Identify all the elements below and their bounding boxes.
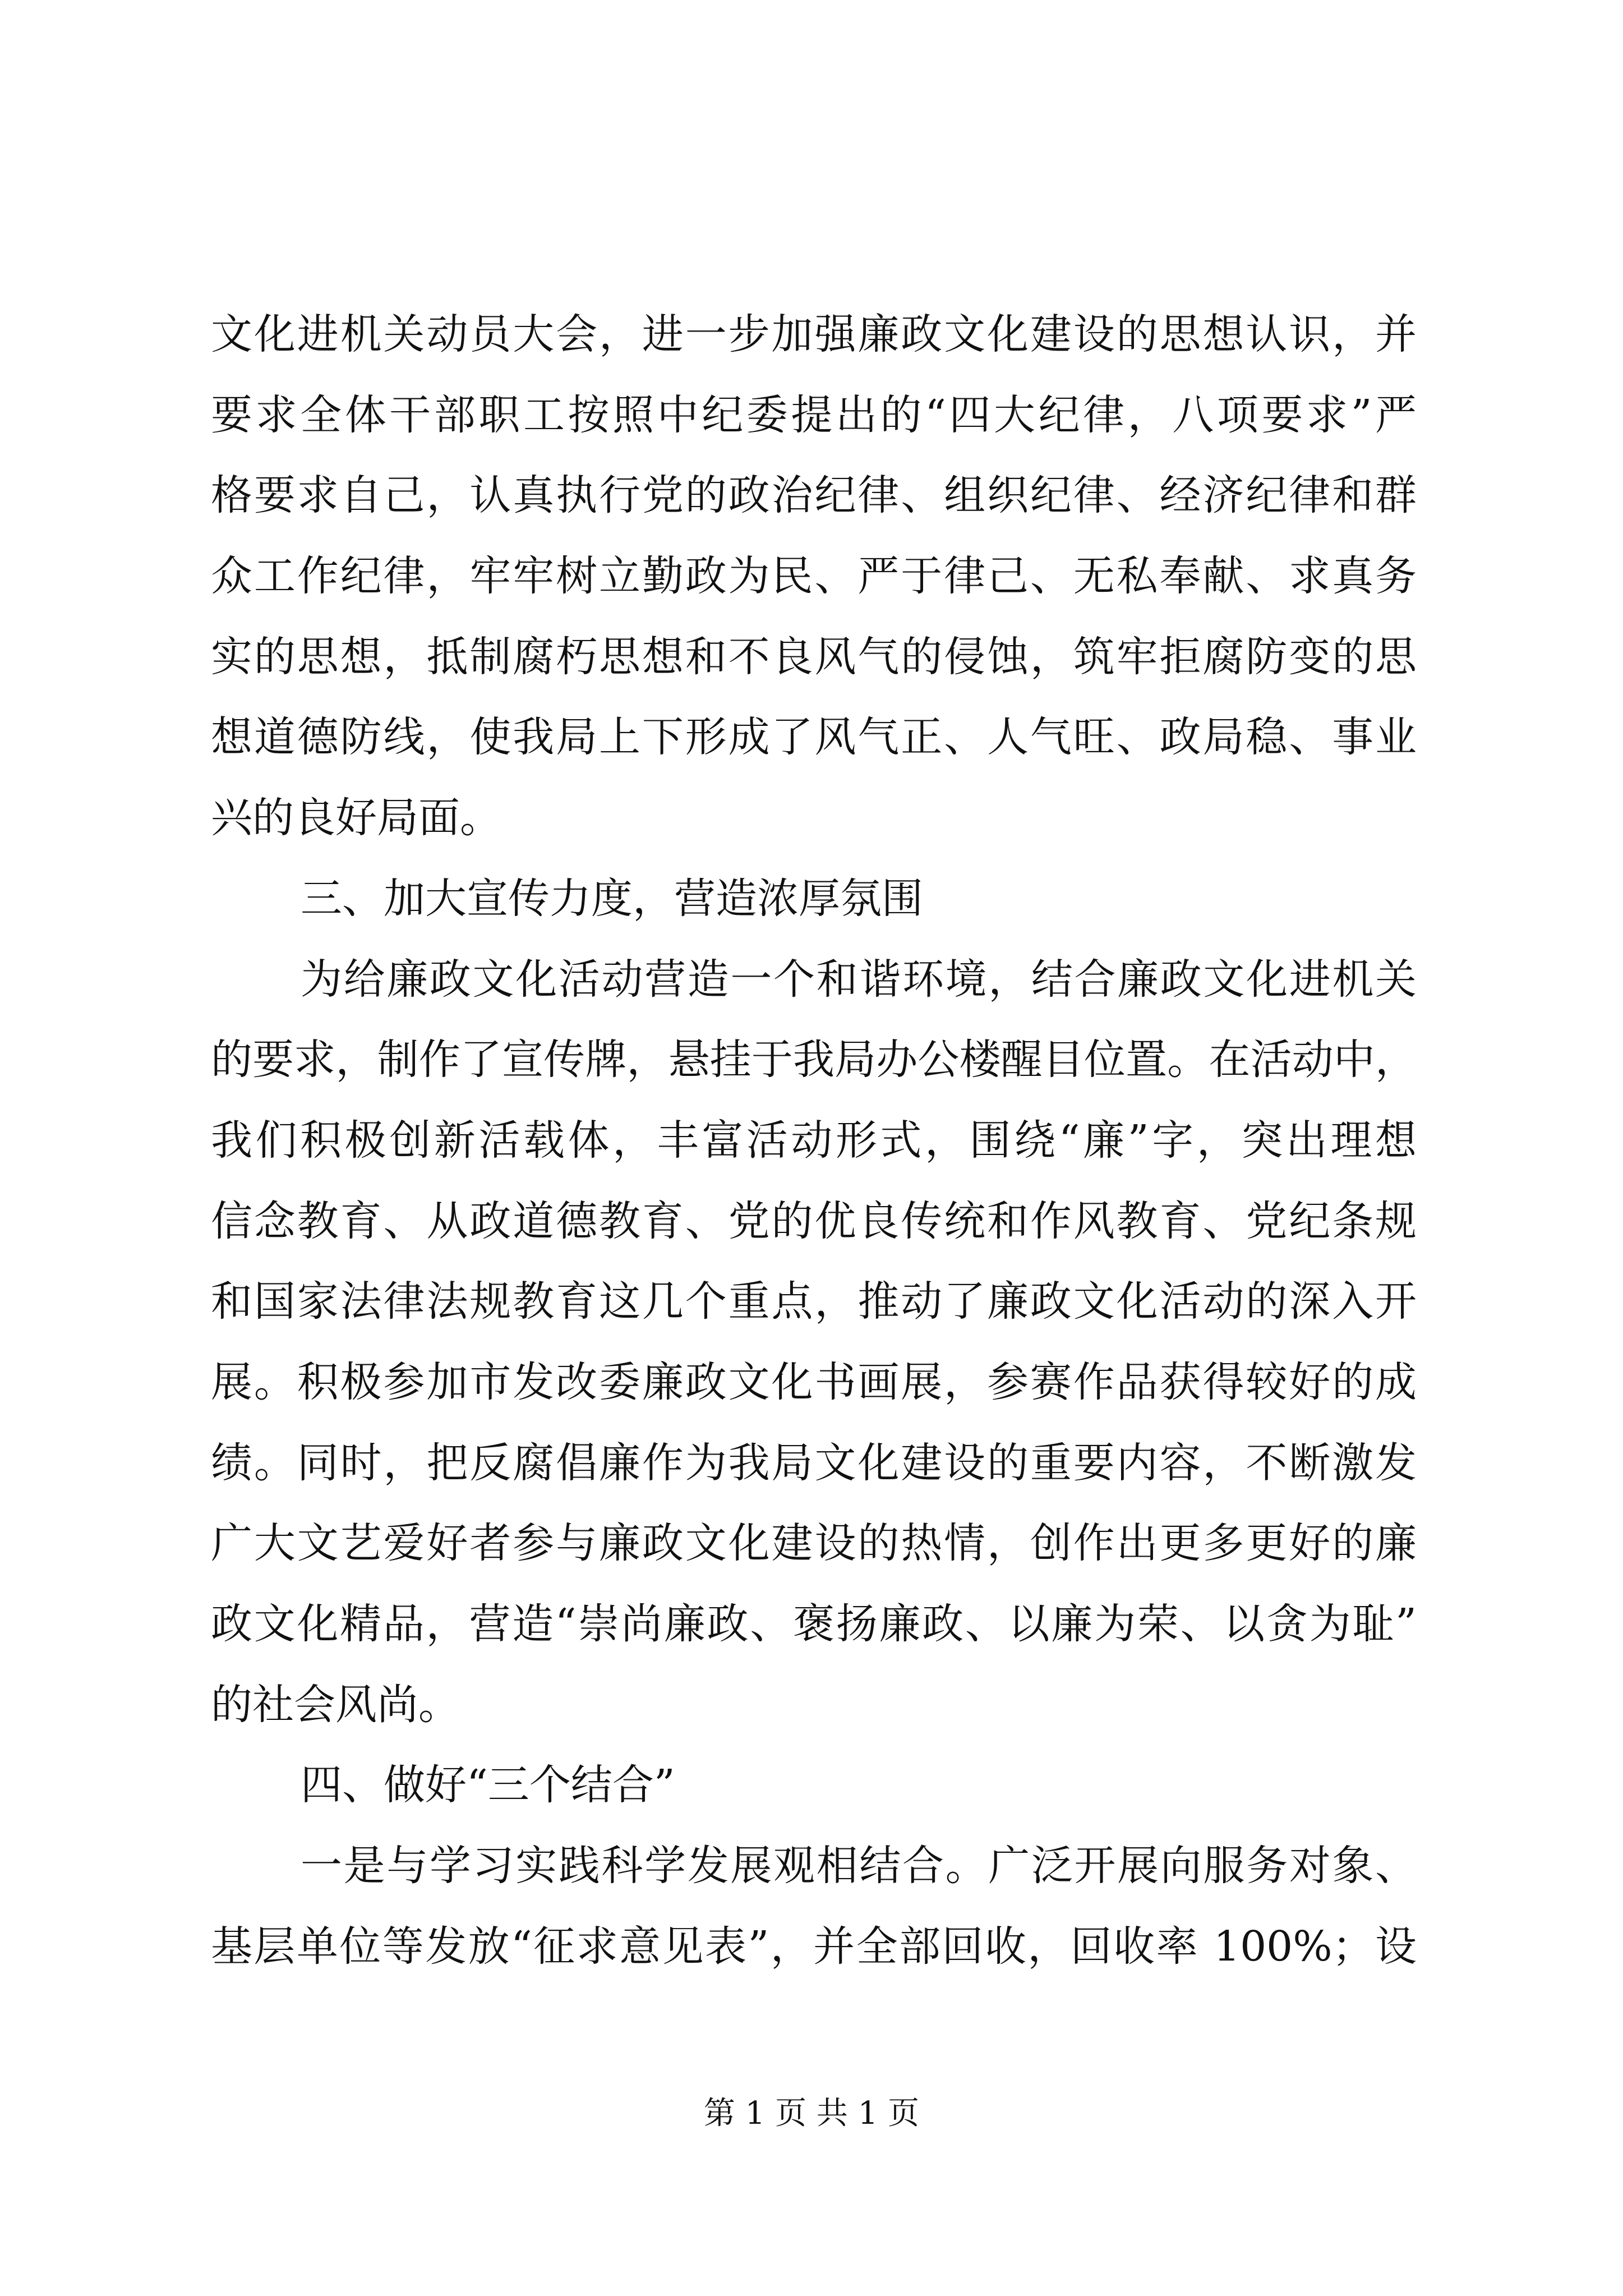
text-line: 的社会风尚。 (211, 1680, 460, 1729)
text-line: 格要求自己，认真执行党的政治纪律、组织纪律、经济纪律和群 (211, 471, 1417, 520)
text-line: 基层单位等发放“征求意见表”，并全部回收，回收率 100%；设 (211, 1922, 1417, 1971)
text-line: 信念教育、从政道德教育、党的优良传统和作风教育、党纪条规 (211, 1197, 1417, 1245)
text-line: 的要求，制作了宣传牌，悬挂于我局办公楼醒目位置。在活动中， (211, 1036, 1417, 1084)
text-line: 众工作纪律，牢牢树立勤政为民、严于律己、无私奉献、求真务 (211, 552, 1417, 601)
text-line: 绩。同时，把反腐倡廉作为我局文化建设的重要内容，不断激发 (211, 1438, 1417, 1487)
section-heading: 三、加大宣传力度，营造浓厚氛围 (301, 874, 923, 923)
text-line: 想道德防线，使我局上下形成了风气正、人气旺、政局稳、事业 (211, 713, 1417, 762)
text-line: 广大文艺爱好者参与廉政文化建设的热情，创作出更多更好的廉 (211, 1519, 1417, 1568)
text-line: 展。积极参加市发改委廉政文化书画展，参赛作品获得较好的成 (211, 1358, 1417, 1406)
text-line: 兴的良好局面。 (211, 794, 501, 843)
text-line: 要求全体干部职工按照中纪委提出的“四大纪律，八项要求”严 (211, 390, 1417, 439)
paragraph-first-line: 一是与学习实践科学发展观相结合。广泛开展向服务对象、 (301, 1842, 1417, 1890)
text-line: 文化进机关动员大会，进一步加强廉政文化建设的思想认识，并 (211, 310, 1417, 358)
text-line: 和国家法律法规教育这几个重点，推动了廉政文化活动的深入开 (211, 1277, 1417, 1326)
paragraph-first-line: 为给廉政文化活动营造一个和谐环境，结合廉政文化进机关 (301, 955, 1417, 1004)
text-line: 政文化精品，营造“崇尚廉政、褒扬廉政、以廉为荣、以贪为耻” (211, 1600, 1417, 1648)
text-line: 我们积极创新活载体，丰富活动形式，围绕“廉”字，突出理想 (211, 1116, 1417, 1165)
text-line: 实的思想，抵制腐朽思想和不良风气的侵蚀，筑牢拒腐防变的思 (211, 632, 1417, 681)
document-body (211, 295, 1417, 1987)
section-heading: 四、做好“三个结合” (301, 1761, 675, 1810)
page-number-footer: 第 1 页 共 1 页 (703, 2095, 920, 2132)
